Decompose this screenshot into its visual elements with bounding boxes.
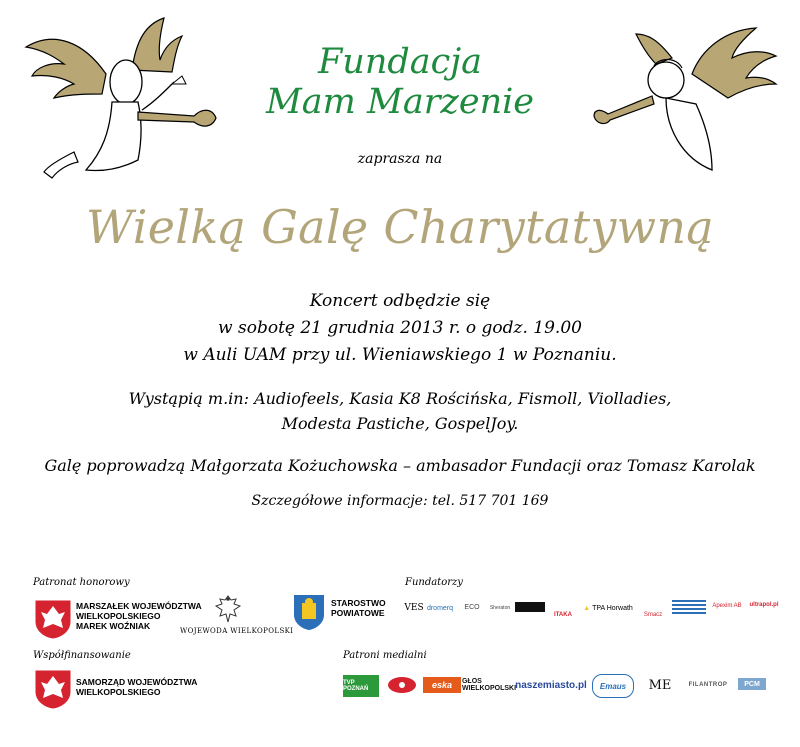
organization-name: [0, 42, 800, 122]
founder-logo-dromerq: dromerq: [426, 604, 454, 612]
media-logo-pcm: PCM: [738, 678, 766, 690]
concert-line-1: Koncert odbędzie się: [309, 291, 491, 311]
polish-eagle-icon: [212, 594, 244, 624]
performers-line-2: Modesta Pastiche, GospelJoy.: [281, 414, 519, 433]
founder-logo-ultrapol: ultrapol.pl: [749, 602, 779, 608]
starostwo-label: STAROSTWO POWIATOWE: [331, 598, 386, 618]
org-line-1: Fundacja: [318, 42, 482, 82]
samorzad-crest-icon: [33, 668, 73, 710]
media-logo-tvp: TVP POZNAŃ: [343, 675, 379, 697]
media-logo-eska: eska: [423, 677, 461, 693]
wielkopolska-crest-icon: [33, 598, 73, 640]
media-logo-radio-icon: [384, 675, 420, 697]
hosts-text: Galę poprowadzą Małgorzata Kożuchowska – ambasador Fundacji oraz Tomasz Karolak: [44, 456, 756, 475]
founder-logo-ves: VES: [404, 603, 424, 613]
media-logo-emaus: Emaus: [592, 674, 634, 698]
founder-logo-apexim: Apexim AB: [712, 603, 742, 609]
cofinancing-heading: Współfinansowanie: [33, 650, 131, 661]
founder-logo-eco: ECO: [464, 603, 480, 611]
concert-details: [0, 288, 800, 369]
wojewoda-label: WOJEWODA WIELKOPOLSKI: [180, 627, 294, 635]
founder-logo-itaka: ITAKA: [554, 612, 572, 618]
event-title: Wielką Galę Charytatywną: [86, 200, 714, 254]
media-logo-me: ME: [648, 677, 672, 693]
founders-heading: Fundatorzy: [405, 577, 463, 588]
media-logo-filantrop: FILANTROP: [688, 682, 728, 688]
media-logo-glos: GŁOS WIELKOPOLSKI: [461, 678, 517, 692]
founder-logo-tpa-horwath: ▲ TPA Horwath: [583, 604, 633, 612]
org-line-2: Mam Marzenie: [265, 82, 535, 122]
honorary-patronage-heading: Patronat honorowy: [33, 577, 130, 588]
contact-info: Szczegółowe informacje: tel. 517 701 169: [251, 493, 549, 509]
founder-logo-smacz: Smacz: [643, 612, 663, 618]
media-patrons-heading: Patroni medialni: [343, 650, 427, 661]
starostwo-crest-icon: [292, 593, 326, 631]
performers-line-1: Wystąpią m.in: Audiofeels, Kasia K8 Rościńska, Fismoll, Violladies,: [128, 389, 672, 408]
marszalek-label: MARSZAŁEK WOJEWÓDZTWA WIELKOPOLSKIEGO MAREK WOŹNIAK: [76, 601, 202, 631]
samorzad-label: SAMORZĄD WOJEWÓDZTWA WIELKOPOLSKIEGO: [76, 677, 198, 697]
founder-logo-black-bar: [515, 602, 545, 612]
performers: [0, 386, 800, 436]
media-logo-naszemiasto: naszemiasto.pl: [515, 679, 587, 691]
founder-logo-stripes: [672, 600, 706, 614]
concert-line-3: w Auli UAM przy ul. Wieniawskiego 1 w Poznaniu.: [183, 345, 617, 365]
invite-text: zaprasza na: [357, 151, 443, 167]
concert-line-2: w sobotę 21 grudnia 2013 r. o godz. 19.00: [218, 318, 582, 338]
founder-logo-sheraton: Sheraton: [489, 605, 511, 611]
